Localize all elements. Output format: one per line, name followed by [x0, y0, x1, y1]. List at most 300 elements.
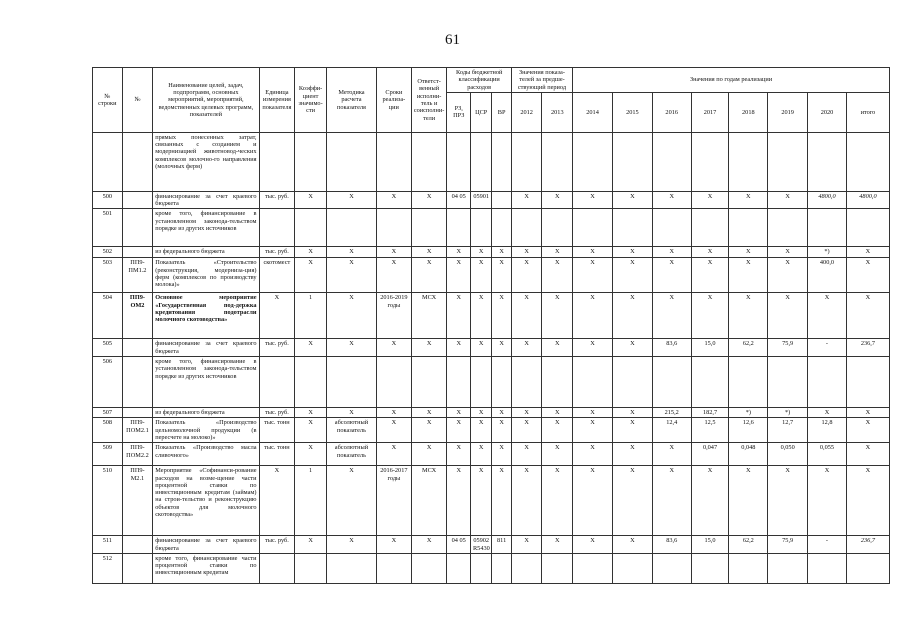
table-row: [93, 553, 890, 583]
cell-y2016: X: [652, 466, 691, 536]
cell-unit: [259, 357, 295, 408]
cell-method: X: [326, 191, 376, 209]
cell-y2017: X: [691, 466, 729, 536]
header-number: №: [122, 68, 153, 133]
cell-csr: X: [470, 339, 491, 357]
cell-rz: X: [447, 258, 470, 293]
cell-y2016: X: [652, 258, 691, 293]
cell-y2014: X: [573, 339, 613, 357]
cell-y2012: X: [511, 466, 542, 536]
cell-line-number: 510: [93, 466, 123, 536]
cell-y2012: X: [511, 536, 542, 554]
cell-y2020: 400,0: [808, 258, 847, 293]
cell-total: 236,7: [846, 339, 889, 357]
header-term: Сроки реализа-ции: [377, 68, 412, 133]
table-row: [93, 357, 890, 408]
cell-number: ПП9-ОМ2: [122, 293, 153, 339]
cell-name: из федерального бюджета: [153, 408, 259, 418]
header-2013: 2013: [542, 92, 573, 132]
table-row: [93, 247, 890, 258]
cell-unit: тыс. руб.: [259, 191, 295, 209]
header-previous-period: Значения показа-телей за предше-ствующий период: [511, 68, 572, 93]
cell-line-number: 501: [93, 209, 123, 247]
cell-coefficient: X: [295, 536, 327, 554]
cell-y2018: X: [729, 191, 768, 209]
cell-unit: тыс. тонн: [259, 418, 295, 443]
cell-rz: X: [447, 293, 470, 339]
cell-csr: X: [470, 258, 491, 293]
cell-number: [122, 357, 153, 408]
cell-method: X: [326, 466, 376, 536]
cell-y2015: X: [612, 443, 652, 466]
header-method: Методика расчета показателя: [326, 68, 376, 133]
cell-coefficient: [295, 553, 327, 583]
cell-rz: X: [447, 466, 470, 536]
cell-y2016: [652, 209, 691, 247]
cell-responsible: [411, 132, 447, 191]
cell-line-number: 505: [93, 339, 123, 357]
cell-name: Показатель «Строительство (реконструкция, модерниза-ция) ферм (комплексов по производству молока)»: [153, 258, 259, 293]
cell-y2012: X: [511, 443, 542, 466]
cell-rz: X: [447, 247, 470, 258]
cell-vr: X: [492, 293, 511, 339]
cell-vr: X: [492, 466, 511, 536]
cell-responsible: [411, 553, 447, 583]
cell-number: [122, 209, 153, 247]
cell-y2020: -: [808, 339, 847, 357]
cell-y2017: X: [691, 258, 729, 293]
cell-y2017: 182,7: [691, 408, 729, 418]
cell-total: 4800,0: [846, 191, 889, 209]
cell-y2012: [511, 132, 542, 191]
cell-name: финансирование за счет краевого бюджета: [153, 339, 259, 357]
program-indicators-table: [92, 67, 890, 584]
cell-y2015: X: [612, 191, 652, 209]
cell-y2019: 75,9: [768, 536, 808, 554]
cell-csr: [470, 553, 491, 583]
cell-y2013: [542, 357, 573, 408]
cell-responsible: X: [411, 408, 447, 418]
cell-y2012: X: [511, 293, 542, 339]
table-row: [93, 466, 890, 536]
cell-y2015: X: [612, 408, 652, 418]
cell-line-number: 508: [93, 418, 123, 443]
cell-y2016: [652, 132, 691, 191]
table-row: [93, 191, 890, 209]
cell-responsible: X: [411, 191, 447, 209]
cell-y2012: X: [511, 191, 542, 209]
cell-vr: [492, 553, 511, 583]
cell-y2015: X: [612, 293, 652, 339]
cell-y2018: X: [729, 293, 768, 339]
cell-csr: 05902 R5430: [470, 536, 491, 554]
cell-method: [326, 209, 376, 247]
cell-number: [122, 408, 153, 418]
cell-term: X: [377, 443, 412, 466]
table-row: [93, 536, 890, 554]
cell-y2017: X: [691, 191, 729, 209]
cell-y2016: X: [652, 191, 691, 209]
cell-rz: [447, 209, 470, 247]
cell-rz: X: [447, 443, 470, 466]
cell-y2020: [808, 209, 847, 247]
cell-responsible: X: [411, 443, 447, 466]
cell-y2014: X: [573, 536, 613, 554]
cell-y2015: [612, 553, 652, 583]
page-number: 61: [445, 32, 460, 48]
cell-y2017: [691, 553, 729, 583]
cell-y2013: [542, 132, 573, 191]
cell-name: кроме того, финансирование в установленном законода-тельством порядке из других источников: [153, 209, 259, 247]
header-unit: Единица измерения показателя: [259, 68, 295, 133]
header-total: итого: [846, 92, 889, 132]
header-line-number: № строки: [93, 68, 123, 133]
cell-y2020: 12,8: [808, 418, 847, 443]
cell-coefficient: X: [295, 247, 327, 258]
header-responsible: Ответст-венный исполни-тель и соисполни-тели: [411, 68, 447, 133]
cell-vr: [492, 357, 511, 408]
cell-vr: [492, 209, 511, 247]
table-row: [93, 418, 890, 443]
cell-term: 2016-2017 годы: [377, 466, 412, 536]
table-row: [93, 258, 890, 293]
cell-total: X: [846, 247, 889, 258]
cell-number: [122, 132, 153, 191]
cell-vr: X: [492, 443, 511, 466]
cell-term: X: [377, 191, 412, 209]
header-name: Наименование целей, задач, подпрограмм, основных мероприятий, мероприятий, ведомственных целевых программ, показателей: [153, 68, 259, 133]
cell-y2013: X: [542, 443, 573, 466]
cell-csr: X: [470, 418, 491, 443]
cell-coefficient: X: [295, 418, 327, 443]
cell-total: X: [846, 293, 889, 339]
cell-y2015: [612, 209, 652, 247]
cell-name: кроме того, финансирование части процентной ставки по инвестиционным кредитам: [153, 553, 259, 583]
cell-y2012: X: [511, 258, 542, 293]
cell-responsible: X: [411, 247, 447, 258]
cell-y2012: X: [511, 247, 542, 258]
cell-unit: тыс. руб.: [259, 247, 295, 258]
cell-y2013: X: [542, 258, 573, 293]
cell-y2013: X: [542, 247, 573, 258]
cell-term: X: [377, 418, 412, 443]
cell-total: [846, 132, 889, 191]
cell-y2013: X: [542, 293, 573, 339]
cell-coefficient: X: [295, 339, 327, 357]
table-body: [93, 132, 890, 583]
cell-term: [377, 553, 412, 583]
cell-y2012: X: [511, 339, 542, 357]
cell-responsible: X: [411, 258, 447, 293]
cell-name: прямых понесенных затрат, связанных с созданием и модернизацией животновод-ческих комплексов молочно-го направления (молочных ферм): [153, 132, 259, 191]
cell-y2019: X: [768, 466, 808, 536]
cell-y2017: 12,5: [691, 418, 729, 443]
cell-csr: X: [470, 247, 491, 258]
cell-y2019: 12,7: [768, 418, 808, 443]
cell-y2018: X: [729, 247, 768, 258]
cell-y2014: X: [573, 258, 613, 293]
cell-y2020: X: [808, 293, 847, 339]
cell-y2014: X: [573, 466, 613, 536]
cell-method: X: [326, 536, 376, 554]
cell-term: X: [377, 258, 412, 293]
cell-y2020: *): [808, 247, 847, 258]
cell-unit: [259, 132, 295, 191]
cell-line-number: 512: [93, 553, 123, 583]
cell-y2016: X: [652, 247, 691, 258]
cell-number: [122, 191, 153, 209]
cell-y2018: *): [729, 408, 768, 418]
cell-unit: тыс. руб.: [259, 408, 295, 418]
cell-y2016: 215,2: [652, 408, 691, 418]
header-2016: 2016: [652, 92, 691, 132]
cell-y2019: [768, 209, 808, 247]
cell-y2017: 15,0: [691, 536, 729, 554]
cell-line-number: 503: [93, 258, 123, 293]
cell-y2018: 0,048: [729, 443, 768, 466]
cell-y2012: [511, 209, 542, 247]
cell-number: ПП9-ПОМ2.2: [122, 443, 153, 466]
cell-y2013: [542, 209, 573, 247]
cell-line-number: 504: [93, 293, 123, 339]
header-2014: 2014: [573, 92, 613, 132]
cell-y2014: [573, 209, 613, 247]
cell-coefficient: [295, 132, 327, 191]
cell-y2018: [729, 357, 768, 408]
cell-y2012: [511, 357, 542, 408]
cell-vr: 811: [492, 536, 511, 554]
cell-y2013: X: [542, 536, 573, 554]
cell-y2015: X: [612, 536, 652, 554]
cell-y2017: 0,047: [691, 443, 729, 466]
cell-y2015: X: [612, 418, 652, 443]
cell-rz: [447, 553, 470, 583]
cell-name: кроме того, финансирование в установленном законода-тельством порядке из других источников: [153, 357, 259, 408]
cell-csr: X: [470, 443, 491, 466]
cell-y2019: 75,9: [768, 339, 808, 357]
table-row: [93, 209, 890, 247]
cell-y2019: X: [768, 247, 808, 258]
cell-y2013: [542, 553, 573, 583]
cell-y2019: X: [768, 293, 808, 339]
cell-method: [326, 357, 376, 408]
cell-y2017: [691, 132, 729, 191]
cell-unit: [259, 209, 295, 247]
cell-y2018: [729, 132, 768, 191]
cell-unit: [259, 553, 295, 583]
cell-y2014: [573, 132, 613, 191]
cell-csr: [470, 132, 491, 191]
cell-total: X: [846, 258, 889, 293]
cell-responsible: МСХ: [411, 293, 447, 339]
cell-y2013: X: [542, 408, 573, 418]
cell-y2018: 62,2: [729, 339, 768, 357]
cell-y2020: 4800,0: [808, 191, 847, 209]
table-row: [93, 443, 890, 466]
cell-term: 2016-2019 годы: [377, 293, 412, 339]
cell-line-number: 506: [93, 357, 123, 408]
cell-y2015: X: [612, 258, 652, 293]
cell-vr: X: [492, 247, 511, 258]
cell-number: ПП9-М2.1: [122, 466, 153, 536]
cell-vr: [492, 191, 511, 209]
cell-y2016: [652, 553, 691, 583]
cell-csr: 05901: [470, 191, 491, 209]
cell-y2013: X: [542, 466, 573, 536]
cell-y2019: X: [768, 191, 808, 209]
cell-y2014: X: [573, 191, 613, 209]
cell-y2018: 12,6: [729, 418, 768, 443]
cell-total: X: [846, 418, 889, 443]
cell-coefficient: X: [295, 408, 327, 418]
cell-y2017: 15,0: [691, 339, 729, 357]
header-years: Значения по годам реализации: [573, 68, 890, 93]
cell-total: [846, 209, 889, 247]
cell-rz: X: [447, 408, 470, 418]
cell-name: Показатель «Производство цельномолочной продукции (в пересчете на молоко)»: [153, 418, 259, 443]
cell-unit: тыс. тонн: [259, 443, 295, 466]
cell-number: [122, 247, 153, 258]
header-rz: РЗ, ПРЗ: [447, 92, 470, 132]
cell-total: 236,7: [846, 536, 889, 554]
cell-term: X: [377, 247, 412, 258]
cell-y2012: [511, 553, 542, 583]
cell-y2020: 0,055: [808, 443, 847, 466]
header-2020: 2020: [808, 92, 847, 132]
cell-y2020: [808, 553, 847, 583]
cell-responsible: X: [411, 339, 447, 357]
cell-y2016: 12,4: [652, 418, 691, 443]
cell-vr: X: [492, 339, 511, 357]
table-row: [93, 339, 890, 357]
cell-y2020: -: [808, 536, 847, 554]
cell-responsible: X: [411, 418, 447, 443]
cell-y2013: X: [542, 418, 573, 443]
cell-rz: X: [447, 339, 470, 357]
cell-number: [122, 553, 153, 583]
cell-y2019: X: [768, 258, 808, 293]
cell-method: X: [326, 408, 376, 418]
cell-vr: X: [492, 418, 511, 443]
cell-rz: X: [447, 418, 470, 443]
cell-y2016: 83,6: [652, 339, 691, 357]
cell-total: [846, 357, 889, 408]
cell-total: X: [846, 466, 889, 536]
cell-number: ПП9-ПОМ2.1: [122, 418, 153, 443]
cell-method: X: [326, 293, 376, 339]
cell-name: Показатель «Производство масла сливочного»: [153, 443, 259, 466]
cell-csr: X: [470, 408, 491, 418]
cell-y2016: [652, 357, 691, 408]
cell-responsible: МСХ: [411, 466, 447, 536]
header-2017: 2017: [691, 92, 729, 132]
cell-y2020: [808, 357, 847, 408]
cell-total: [846, 553, 889, 583]
cell-y2018: 62,2: [729, 536, 768, 554]
table-row: [93, 132, 890, 191]
cell-name: финансирование за счет краевого бюджета: [153, 536, 259, 554]
cell-y2020: X: [808, 408, 847, 418]
cell-coefficient: 1: [295, 293, 327, 339]
cell-rz: [447, 132, 470, 191]
table-row: [93, 293, 890, 339]
cell-line-number: 511: [93, 536, 123, 554]
cell-y2012: X: [511, 408, 542, 418]
cell-method: абсолютный показатель: [326, 418, 376, 443]
cell-y2020: X: [808, 466, 847, 536]
cell-coefficient: X: [295, 191, 327, 209]
cell-vr: X: [492, 408, 511, 418]
cell-csr: X: [470, 466, 491, 536]
cell-method: X: [326, 339, 376, 357]
cell-csr: X: [470, 293, 491, 339]
cell-term: X: [377, 536, 412, 554]
cell-unit: скотомест: [259, 258, 295, 293]
cell-y2017: [691, 209, 729, 247]
cell-name: из федерального бюджета: [153, 247, 259, 258]
header-2015: 2015: [612, 92, 652, 132]
cell-y2020: [808, 132, 847, 191]
cell-total: X: [846, 408, 889, 418]
cell-number: [122, 536, 153, 554]
cell-y2018: [729, 209, 768, 247]
cell-rz: 04 05: [447, 536, 470, 554]
cell-coefficient: [295, 357, 327, 408]
cell-y2015: [612, 357, 652, 408]
cell-line-number: 500: [93, 191, 123, 209]
cell-y2015: [612, 132, 652, 191]
cell-y2019: [768, 553, 808, 583]
cell-csr: [470, 357, 491, 408]
cell-term: X: [377, 408, 412, 418]
cell-term: [377, 357, 412, 408]
cell-y2017: [691, 357, 729, 408]
cell-y2019: *): [768, 408, 808, 418]
cell-unit: тыс. руб.: [259, 536, 295, 554]
cell-y2017: X: [691, 293, 729, 339]
cell-responsible: [411, 357, 447, 408]
cell-term: [377, 209, 412, 247]
cell-coefficient: X: [295, 443, 327, 466]
cell-y2013: X: [542, 339, 573, 357]
cell-y2015: X: [612, 339, 652, 357]
cell-total: X: [846, 443, 889, 466]
cell-name: финансирование за счет краевого бюджета: [153, 191, 259, 209]
cell-y2014: X: [573, 247, 613, 258]
header-2012: 2012: [511, 92, 542, 132]
cell-y2016: X: [652, 293, 691, 339]
cell-unit: тыс. руб.: [259, 339, 295, 357]
cell-y2017: X: [691, 247, 729, 258]
cell-coefficient: [295, 209, 327, 247]
cell-line-number: 507: [93, 408, 123, 418]
cell-y2019: 0,050: [768, 443, 808, 466]
cell-method: абсолютный показатель: [326, 443, 376, 466]
cell-name: Основное мероприятие «Государственная под-держка кредитования подотрасли молочного скотоводства»: [153, 293, 259, 339]
cell-coefficient: 1: [295, 466, 327, 536]
cell-unit: X: [259, 293, 295, 339]
cell-y2018: X: [729, 258, 768, 293]
cell-line-number: 502: [93, 247, 123, 258]
cell-y2014: [573, 553, 613, 583]
header-budget-codes: Коды бюджетной классификации расходов: [447, 68, 511, 93]
cell-y2016: X: [652, 443, 691, 466]
cell-y2019: [768, 357, 808, 408]
cell-responsible: X: [411, 536, 447, 554]
cell-y2016: 83,6: [652, 536, 691, 554]
cell-number: [122, 339, 153, 357]
cell-y2014: X: [573, 408, 613, 418]
